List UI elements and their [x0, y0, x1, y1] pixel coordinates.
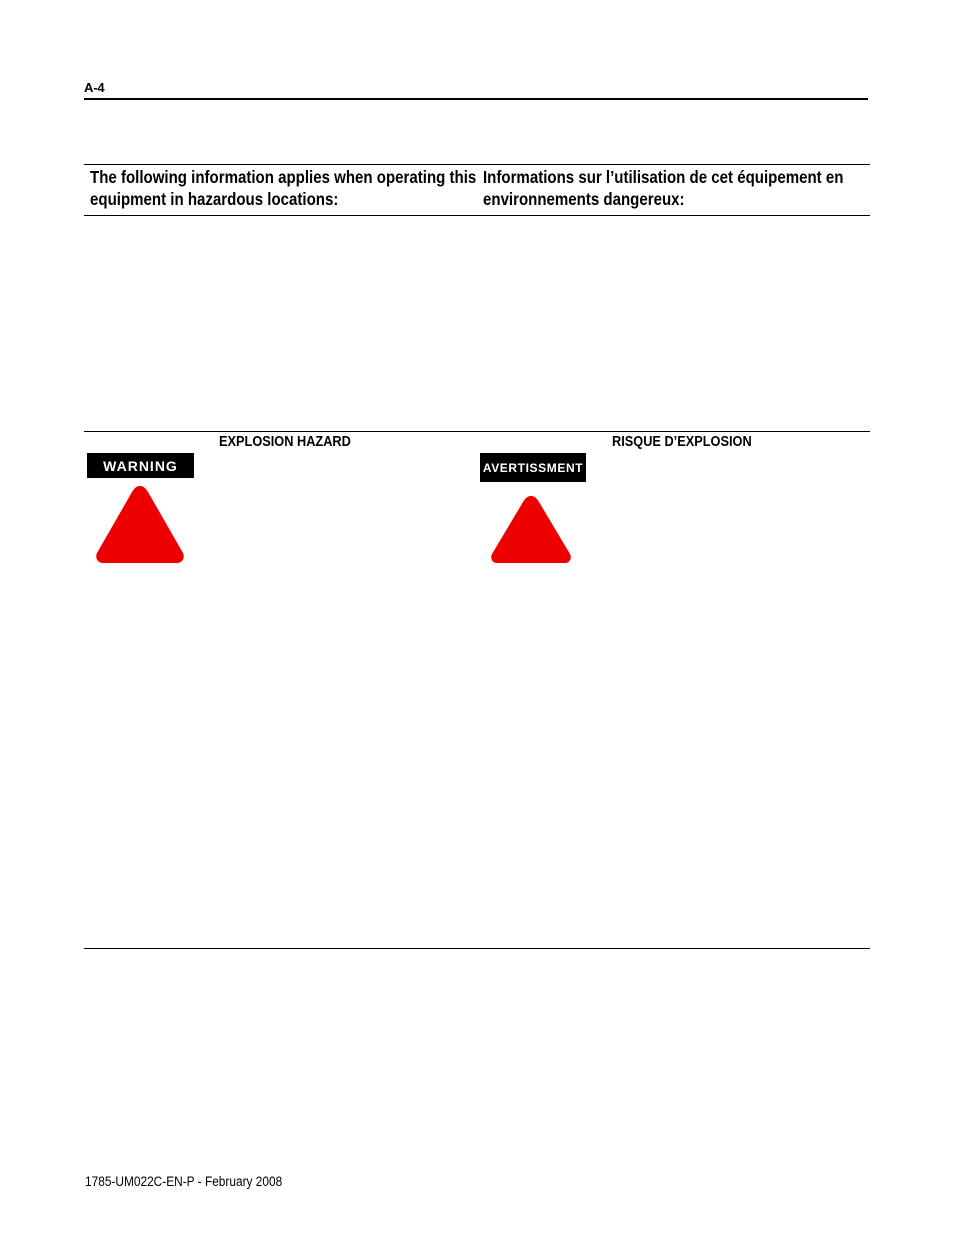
intro-top-rule — [84, 164, 870, 165]
intro-english — [90, 166, 477, 210]
page-number: A-4 — [84, 80, 105, 95]
warning-label: WARNING — [87, 453, 194, 478]
intro-french — [483, 166, 844, 210]
intro-french-line-1: Informations sur l’utilisation de cet équipement en — [483, 167, 844, 187]
hazard-title-english: EXPLOSION HAZARD — [219, 434, 351, 450]
warning-triangle-icon — [94, 483, 186, 565]
intro-english-line-2: equipment in hazardous locations: — [90, 189, 339, 209]
intro-english-line-1: The following information applies when operating this — [90, 167, 477, 187]
intro-french-line-2: environnements dangereux: — [483, 189, 685, 209]
warning-top-rule — [84, 431, 870, 432]
warning-bottom-rule — [84, 948, 870, 949]
hazard-title-french: RISQUE D’EXPLOSION — [612, 434, 752, 450]
publication-footer: 1785-UM022C-EN-P - February 2008 — [85, 1174, 283, 1189]
intro-bottom-rule — [84, 215, 870, 216]
avertissement-label: AVERTISSMENT — [480, 453, 586, 482]
header-rule — [84, 98, 868, 100]
warning-triangle-icon — [489, 494, 573, 565]
